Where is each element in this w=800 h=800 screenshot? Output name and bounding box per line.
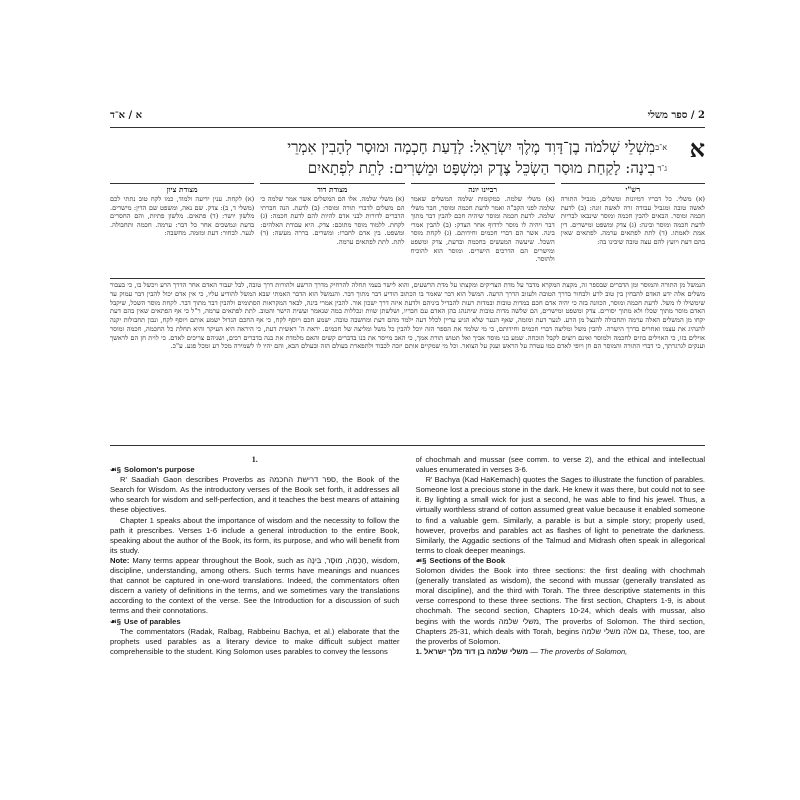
paragraph: Solomon divides the Book into three sections: the first dealing with chochmah (generally translated as wisdom), the second with mussar (generally translated as moral discipline), and the third with Torah. The three descriptive statements in this verse correspond to these three sections. The first section, Chapters 1-9, is about chochmah. The second section, Chapters 10-24, which deals with mussar, also begins with the words משלי שלמה, The proverbs of Solomon. The third section, Chapters 25-31, which deals with Torah, begins גם אלה משלי שלמה, These, too, are the proverbs of Solomon. <box>415 566 705 646</box>
section-heading: ☙§ Use of parables <box>110 616 181 626</box>
section-rule <box>110 445 705 446</box>
column-text: (א) לקחת. ענין ידיעה ולמוד, כמו לקח טוב נתתי לכם (משלי ד, ב): צדק. שם נאה, ומשפט שם הדין: מישרים. מלשון יושר: (ד) פתאים. מלשון פתיות, והם החסרים בדעת ונמשכים אחר כל דבר: ערמה. חכמה ותחבולה. לנער. לבחור: דעת ומזמה. מחשבה: <box>110 195 255 238</box>
column-heading: מצודת דוד <box>317 185 348 194</box>
chapter-number: 1. <box>251 455 258 464</box>
note-label: Note: <box>110 555 130 565</box>
commentary-column-rabbeinu-yonah <box>411 183 555 276</box>
verse-line-1: מִשְׁלֵי שְׁלֹמֹה בֶן־דָּוִד מֶלֶךְ יִשְׂרָאֵל: לָדַעַת חָכְמָה וּמוּסָר לְהָבִין אִמְרֵי <box>287 138 655 156</box>
running-header <box>110 110 705 124</box>
column-heading: רביינו יונה <box>468 185 498 194</box>
commentary-rule <box>110 278 705 279</box>
page-reference: א / א־ד <box>110 110 143 121</box>
column-text: (א) משלי שלמה. אלו הם המשלים אשר אמר שלמה כי הם משלים לדברי תורה ומוסר: (ב) לדעת. הנה חברתי הדברים לדורות לבני אדם להיות להם לדעת חכמה: (ג) לקחת. ללמוד מוסר מתוכם: צדק. היא עבודת האלהים: ומשפט. בין אדם לחברו: ומשרים. בררה מעשה: (ד) לתת. לתת לפתאים ערמה. <box>260 195 405 246</box>
paragraph: of chochmah and mussar (see comm. to verse 2), and the ethical and intellectual values enumerated in verses 3-6. <box>415 455 705 475</box>
verse-comment: 1. משלי שלמה בן דוד מלך ישראל — The proverbs of Solomon, <box>415 646 628 656</box>
ornament-icon: ☙§ <box>110 465 122 475</box>
column-text: (א) משלי. כל דבריו דמיונות ומשלים, מגביל התורה לאשה טובה ומגביל עבודה זרה לאשה זונה: (ב) לדעת חכמה ומוסר. הבאים להבין חכמה ומוסר שינבאו לבריות לדעת חכמה ומוסר ובינה: (ג) צדק ומשפט ומישרים. דין אמת לאמתו. (ד) לתת לפתאים ערמה. לפתאים שאין בהם דעת ויועץ להם עצה טובה שיבינו בה: <box>560 195 705 246</box>
column-text: (א) משלי שלמה. כמקומות שלמה המשלים שאמר שלמה לפני הקב"ה ואמר לדעת חכמה ומוסר, חבר משלי שלמה. לדעת חכמה ומוסר שיהיה חכם להבין דבר מתוך דבר ויהיה לו מוסר לרדוף אחר הצדק: (ב) להבין אמרי בינה. אשר הם דברי חכמים וחידותם. (ג) לקחת מוסר השכל. שיעשה המעשים בחכמה ובדעת, צדק ומשפט ומישרים הם הדרכים הישרים. ומוסר הוא להוכיח ולהוסר. <box>410 195 555 264</box>
ornament-icon: ☙§ <box>110 616 122 626</box>
commentary-column-metzudat-tzion <box>110 183 254 276</box>
book-title: 2 / ספר משלי <box>647 110 705 121</box>
chapter-letter: א <box>689 134 705 163</box>
english-column-left <box>110 455 400 691</box>
section-heading: ☙§ Sections of the Book <box>415 555 506 565</box>
verse-range-1: א־ב <box>655 143 667 152</box>
commentary-columns <box>110 183 705 276</box>
paragraph: The commentators (Radak, Ralbag, Rabbeinu Bachya, et al.) elaborate that the prophets used parables as a literary device to make difficult subject matter comprehensible to the student. King Solomon uses parables to convey the lessons <box>110 626 400 656</box>
verse-range-2: ג־ד <box>657 164 667 173</box>
column-heading: מצודת ציון <box>166 185 198 194</box>
paragraph: R' Bachya (Kad HaKemach) quotes the Sages to illustrate the function of parables. Someone lost a precious stone in the dark. He knew it was there, but could not to see it. By lighting a small wick for just a second, he was able to find his jewel. Thus, a virtually worthless strand of cotton assumed great value because it enabled someone to find a valuable gem. Similarly, a parable is but a simple story; properly used, however, proverbs and parables act as flashes of light to penetrate the darkness. Similarly, the Aggadic sections of the Talmud and Midrash often speak in allegorical terms to cloak deeper meanings. <box>415 475 705 555</box>
ornament-icon: ☙§ <box>415 555 427 565</box>
commentary-column-metzudat-david <box>260 183 404 276</box>
note-paragraph: Note: Many terms appear throughout the Book, such as חָכְמָה, מוּסָר, בִּינָה, wisdom, discipline, understanding, among others. Such terms have meanings and nuances that cannot be captured in one-word translations. Indeed, the commentators often discern a variety of definitions in the terms, and we sometimes vary the translations according to the context of the verse. See the Introduction for a discussion of such terms and their connotations. <box>110 555 400 616</box>
paragraph: Chapter 1 speaks about the importance of wisdom and the necessity to follow the path it prescribes. Verses 1-6 include a general introduction to the entire Book, speaking about the author of the Book, its form, its purpose, and who will benefit from its study. <box>110 515 400 555</box>
long-commentary: הנמשל מן התורה והמוסר ומן הדברים שבספר זה, מקצת המקרא מדבר על מדת הצדיקים ומקצתו על מדת הרשעים, והוא לישר בעמי תחלה להרחיק מדרך הרשע ולהורות דרך טובה, לבל יעבור האדם אחר הדרך הרע ויכשל בו, כי בעבור משלים אלה ידע האדם להבחין בין טוב לרע ולבחור בדרך הטובה ולעזוב הדרך הרעה. המשל הוא דבר שאמר בו הכתוב הודיע דבר מתוך דבר. והנמשל הוא הדבר האמתי שבא המשל להודיע עליו, כי אין אדם יכול להבין דבר עמוק עד שימשילו לו משל. לדעת חכמה ומוסר, הכוונה בזה כי יהיה אדם חכם במדות טובות ובמדות רעות להבדיל ביניהם ולדעת איזה דרך ישכון אור. להבין אמרי בינה, לבאר המקראות הסתומים ולהבין דבר מתוך דבר. לקחת מוסר השכל, שיקבל האדם מוסר מתוך שכלו ולא מתוך יסורים. צדק ומשפט ומישרים, הם שלשה מדות טובות שיתנהג בהן האדם עם חבריו, ושלשתן שוות ונכללות במה שנאמר ועשית הישר והטוב. לתת לפתאים ערמה, ר"ל כי אף הפתאים שאין בהם דעת יקחו מן המשלים האלה ערמה ותחבולה להנצל מן הרע. לנער דעת ומזמה, שאף הנער שלא הגיע עדיין לכלל דעה ילמד מהם דעת ומחשבה טובה. ישמע חכם ויוסף לקח, כי אף החכם הגדול ישמע אותם ויוסף לקח, ונבון תחבולות יקנה להנהיג את עצמו ואחרים בדרך הישרה. להבין משל ומליצה דברי חכמים וחידותם, כי מי שלמד את הספר הזה יוכל להבין כל משל ומליצה של חכמים. יראת ה' ראשית דעת, כי היראה היא העיקר והיא תחלת כל החכמה, חכמה ומוסר אוילים בזו, כי האוילים בוזים לחכמה ולמוסר ואינם רוצים לקבל תוכחה. שמע בני מוסר אביך ואל תטוש תורת אמך, כי האב מייסר את בנו בדברים קשים והאם מלמדת את בנה בדברים רכים, ושניהם צריכים לאדם. כי לוית חן הם לראשך וענקים לגרגרתך, כי דברי התורה והמוסר הם חן ויופי לאדם כמו עטרה על הראש וענק על הצואר. וכל מי שמקיים אותם יזכה לכבוד ולתפארת בעולם הזה ובעולם הבא, והם יהיו לו לשמירה מכל רע ומכל פגע. ע"כ. <box>110 281 705 351</box>
header-rule <box>110 127 705 128</box>
section-heading: ☙§ Solomon's purpose <box>110 465 195 475</box>
commentary-column-rashi <box>561 183 705 276</box>
hebrew-verse-block <box>110 134 705 181</box>
verse-line-2: בִינָה: לָקַחַת מוּסַר הַשְׂכֵּל צֶדֶק וּמִשְׁפָּט וּמֵשָׁרִים: לָתֵת לִפְתָאיִם <box>307 159 655 177</box>
verse-hebrew-lemma: משלי שלמה בן דוד מלך ישראל <box>423 646 529 656</box>
paragraph: R' Saadiah Gaon describes Proverbs as ספר דרישת החכמה, the Book of the Search for Wisdom. As the introductory verses of the Book set forth, it addresses all who search for wisdom and self-perfection, and it teaches the best means of attaining these objectives. <box>110 475 400 515</box>
english-commentary <box>110 455 705 691</box>
english-column-right <box>416 455 706 691</box>
column-heading: רש"י <box>625 185 641 194</box>
